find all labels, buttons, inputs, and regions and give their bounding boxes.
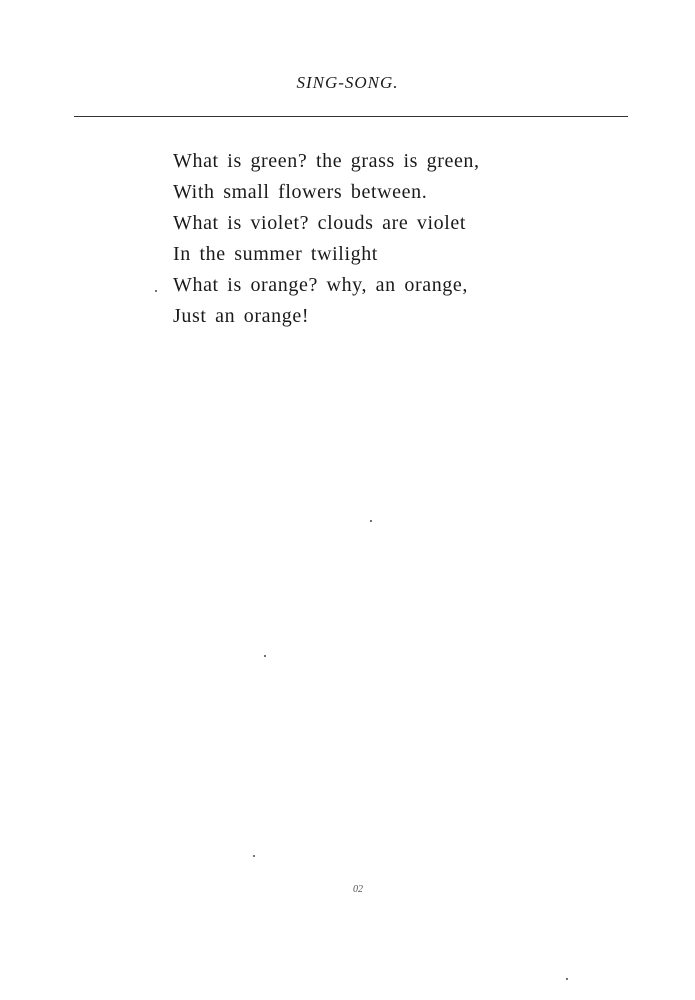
poem-line: What is orange? why, an orange, bbox=[173, 274, 468, 296]
paper-speck bbox=[566, 978, 568, 980]
paper-speck bbox=[253, 855, 255, 857]
poem-line: With small flowers between. bbox=[173, 181, 428, 203]
poem-line: What is violet? clouds are violet bbox=[173, 212, 467, 234]
poem bbox=[173, 146, 593, 332]
running-head: SING-SONG. bbox=[296, 73, 399, 92]
header-rule bbox=[74, 116, 628, 117]
poem-line: What is green? the grass is green, bbox=[173, 150, 480, 172]
poem-line: Just an orange! bbox=[173, 305, 310, 327]
paper-speck bbox=[264, 655, 266, 657]
paper-speck bbox=[370, 520, 372, 522]
paper-speck bbox=[155, 290, 157, 292]
poem-line: In the summer twilight bbox=[173, 243, 378, 265]
folio-mark: 02 bbox=[353, 884, 363, 895]
